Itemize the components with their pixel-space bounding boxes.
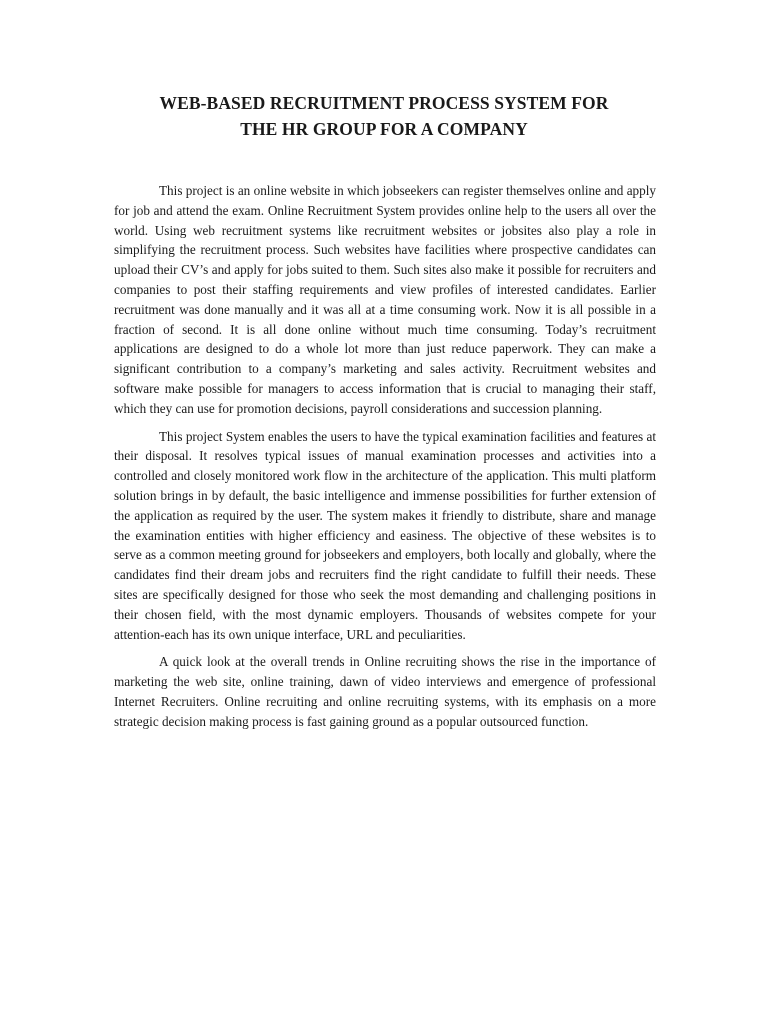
title-line-2: THE HR GROUP FOR A COMPANY	[240, 119, 528, 139]
title-line-1: WEB-BASED RECRUITMENT PROCESS SYSTEM FOR	[159, 93, 609, 113]
paragraph-1: This project is an online website in which jobseekers can register themselves online and apply for job and attend the exam. Online Recruitment System provides online help to the users all over the world. Using web recruitment systems like recruitment websites or jobsites also play a role in simplifying the recruitment process. Such websites have facilities where prospective candidates can upload their CV’s and apply for jobs suited to them. Such sites also make it possible for recruiters and companies to post their staffing requirements and view profiles of interested candidates. Earlier recruitment was done manually and it was all at a time consuming work. Now it is all possible in a fraction of second. It is all done online without much time consuming. Today’s recruitment applications are designed to do a whole lot more than just reduce paperwork. They can make a significant contribution to a company’s marketing and sales activity. Recruitment websites and software make possible for managers to access information that is crucial to managing their staff, which they can use for promotion decisions, payroll considerations and succession planning.	[114, 183, 656, 416]
paragraph-2: This project System enables the users to have the typical examination facilities and features at their disposal. It resolves typical issues of manual examination processes and activities into a controlled and closely monitored work flow in the architecture of the application. This multi platform solution brings in by default, the basic intelligence and immense possibilities for further extension of the application as required by the user. The system makes it friendly to distribute, share and manage the examination entities with higher efficiency and easiness. The objective of these websites is to serve as a common meeting ground for jobseekers and employers, both locally and globally, where the candidates find their dream jobs and recruiters find the right candidate to fulfill their needs. These sites are specifically designed for those who seek the most demanding and challenging positions in their chosen field, with the most dynamic employers. Thousands of websites compete for your attention-each has its own unique interface, URL and peculiarities.	[114, 428, 656, 642]
paragraph-3: A quick look at the overall trends in Online recruiting shows the rise in the importance of marketing the web site, online training, dawn of video interviews and emergence of professional Internet Recruiters. Online recruiting and online recruiting systems, with its emphasis on a more strategic decision making process is fast gaining ground as a popular outsourced function.	[114, 654, 656, 729]
document-body	[114, 181, 656, 740]
document-title	[100, 90, 668, 142]
